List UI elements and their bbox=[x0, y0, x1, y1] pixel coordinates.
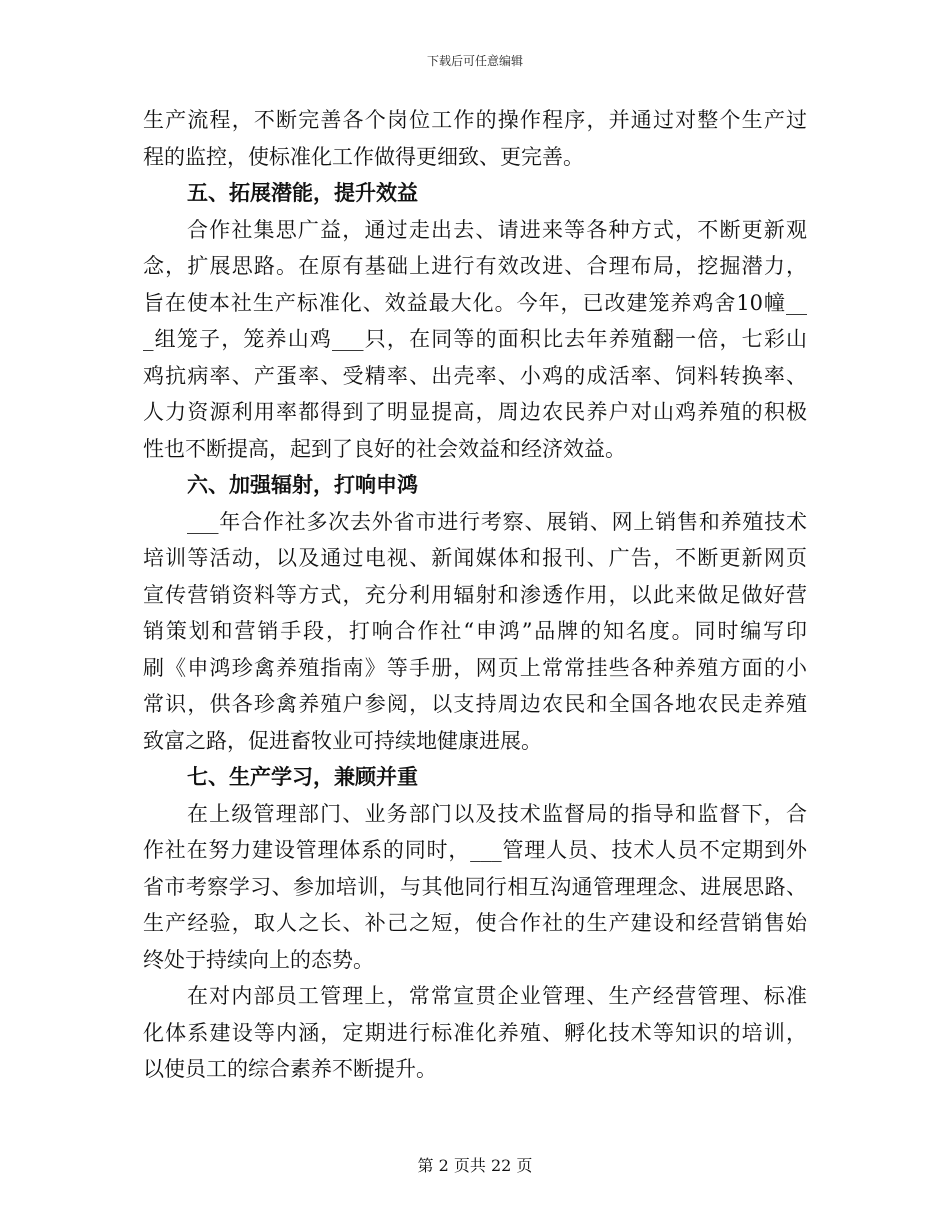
body-line: 鸡抗病率、产蛋率、受精率、出壳率、小鸡的成活率、饲料转换率、 bbox=[143, 363, 807, 388]
body-line: 性也不断提高，起到了良好的社会效益和经济效益。 bbox=[143, 436, 626, 461]
body-line: 省市考察学习、参加培训，与其他同行相互沟通管理理念、进展思路、 bbox=[143, 874, 807, 899]
body-line: 合作社集思广益，通过走出去、请进来等各种方式，不断更新观 bbox=[187, 217, 807, 242]
body-line: 在对内部员工管理上，常常宣贯企业管理、生产经营管理、标准 bbox=[187, 984, 807, 1008]
body-line: 程的监控，使标准化工作做得更细致、更完善。 bbox=[143, 144, 584, 169]
body-line: 致富之路，促进畜牧业可持续地健康进展。 bbox=[143, 728, 542, 753]
body-line: 化体系建设等内涵，定期进行标准化养殖、孵化技术等知识的培训， bbox=[143, 1020, 807, 1045]
page-header: 下载后可任意编辑 bbox=[426, 54, 523, 68]
section-heading: 七、生产学习，兼顾并重 bbox=[187, 764, 418, 789]
body-line: 终处于持续向上的态势。 bbox=[143, 947, 374, 972]
body-line: 生产流程，不断完善各个岗位工作的操作程序，并通过对整个生产过 bbox=[143, 108, 807, 132]
section-heading: 六、加强辐射，打响申鸿 bbox=[187, 472, 418, 497]
body-line: 培训等活动，以及通过电视、新闻媒体和报刊、广告，不断更新网页 bbox=[143, 546, 807, 570]
page-footer: 第 2 页共 22 页 bbox=[417, 1156, 533, 1175]
body-line: 在上级管理部门、业务部门以及技术监督局的指导和监督下，合 bbox=[187, 801, 807, 826]
body-line: 作社在努力建设管理体系的同时，___管理人员、技术人员不定期到外 bbox=[143, 838, 807, 862]
body-line: 宣传营销资料等方式，充分利用辐射和渗透作用，以此来做足做好营 bbox=[143, 582, 807, 607]
body-line: ___年合作社多次去外省市进行考察、展销、网上销售和养殖技术 bbox=[187, 509, 807, 534]
document-body bbox=[143, 102, 807, 1088]
body-line: 旨在使本社生产标准化、效益最大化。今年，已改建笼养鸡舍10幢__ bbox=[143, 290, 807, 315]
body-line: 生产经验，取人之长、补己之短，使合作社的生产建设和经营销售始 bbox=[143, 911, 807, 935]
body-line: 常识，供各珍禽养殖户参阅，以支持周边农民和全国各地农民走养殖 bbox=[143, 692, 807, 716]
body-line: _组笼子，笼养山鸡___只，在同等的面积比去年养殖翻一倍，七彩山 bbox=[143, 327, 807, 351]
section-heading: 五、拓展潜能，提升效益 bbox=[187, 180, 418, 205]
body-line: 以使员工的综合素养不断提升。 bbox=[143, 1057, 437, 1081]
body-line: 刷《申鸿珍禽养殖指南》等手册，网页上常常挂些各种养殖方面的小 bbox=[143, 655, 807, 680]
body-line: 人力资源利用率都得到了明显提高，周边农民养户对山鸡养殖的积极 bbox=[143, 400, 807, 424]
body-line: 销策划和营销手段，打响合作社“申鸿”品牌的知名度。同时编写印 bbox=[143, 619, 807, 643]
body-line: 念，扩展思路。在原有基础上进行有效改进、合理布局，挖掘潜力， bbox=[143, 254, 807, 278]
